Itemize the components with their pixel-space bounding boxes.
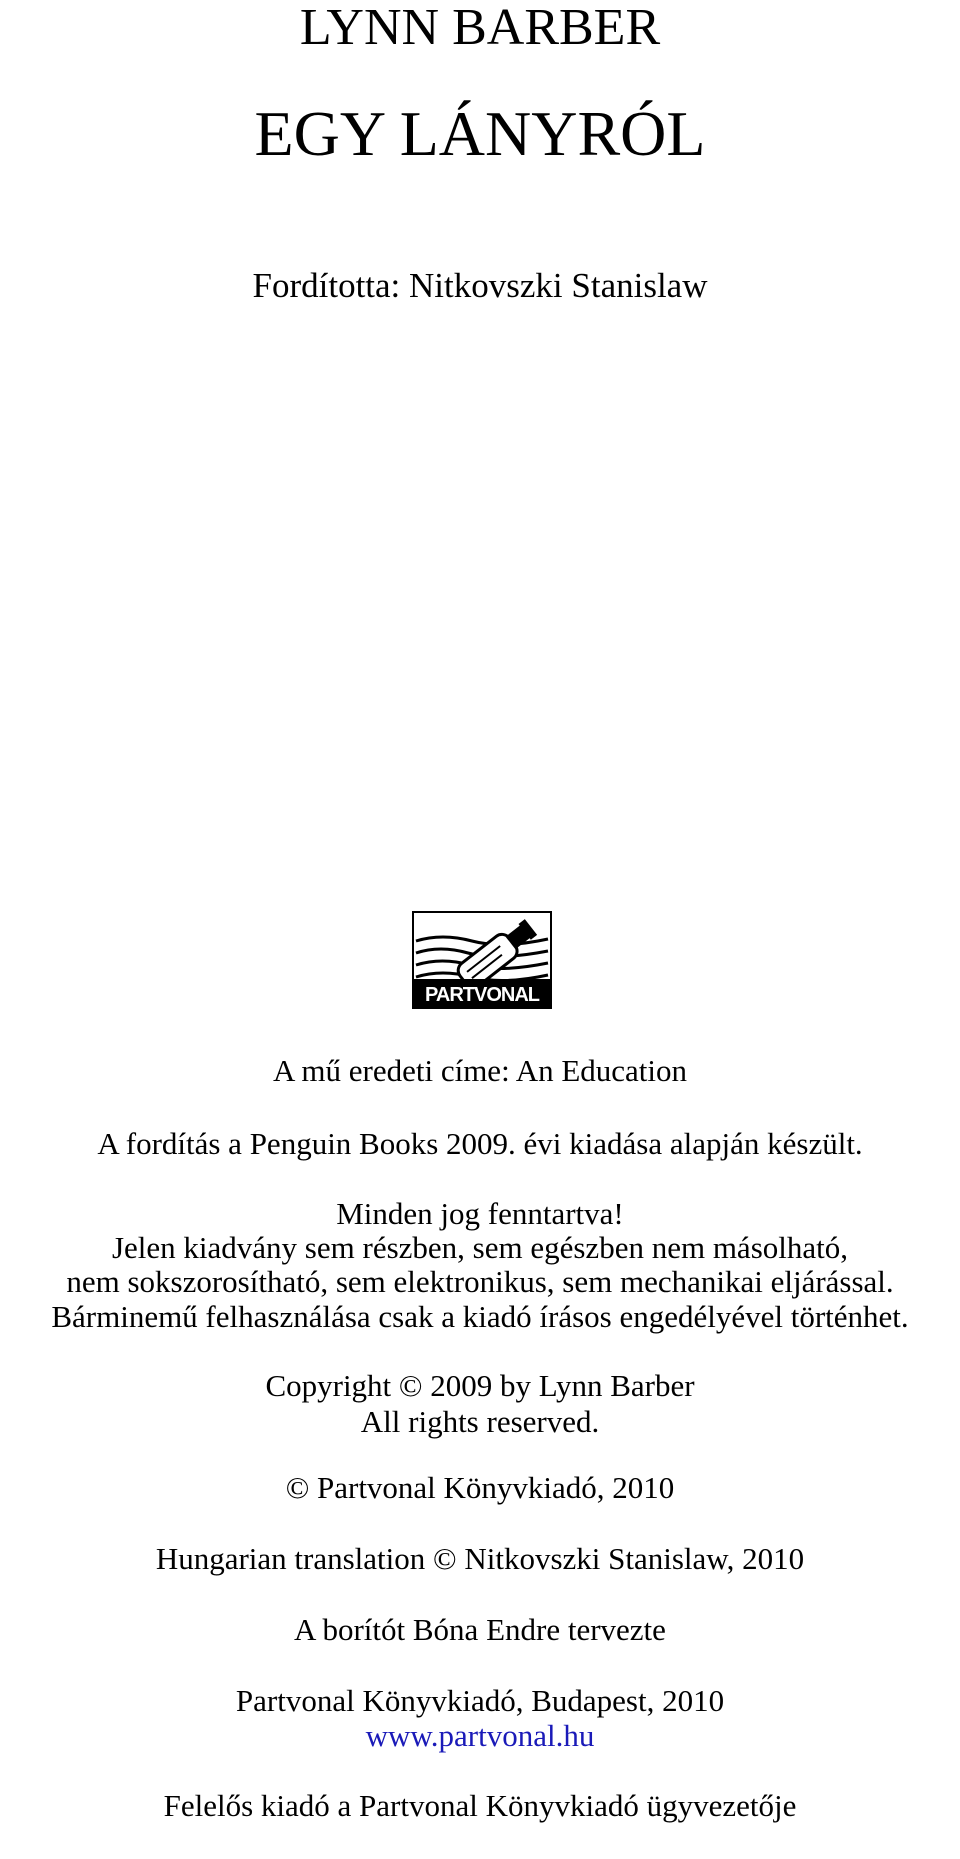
website-link[interactable]: www.partvonal.hu	[365, 1718, 595, 1753]
publisher-logo	[412, 911, 552, 1009]
responsible-publisher: Felelős kiadó a Partvonal Könyvkiadó ügyvezetője	[163, 1788, 797, 1823]
copyright-line: All rights reserved.	[360, 1404, 600, 1439]
copyright-line: © Partvonal Könyvkiadó, 2010	[285, 1470, 675, 1505]
publisher-line: Partvonal Könyvkiadó, Budapest, 2010	[235, 1683, 725, 1718]
translator-credit: Fordította: Nitkovszki Stanislaw	[252, 266, 708, 305]
publisher-logo-text: PARTVONAL	[425, 984, 539, 1006]
rights-line: Minden jog fenntartva!	[336, 1196, 624, 1231]
book-author: LYNN BARBER	[299, 0, 661, 56]
rights-line: nem sokszorosítható, sem elektronikus, sem mechanikai eljárással.	[66, 1264, 894, 1299]
book-title: EGY LÁNYRÓL	[254, 98, 706, 169]
translation-basis: A fordítás a Penguin Books 2009. évi kiadása alapján készült.	[97, 1126, 863, 1161]
copyright-line: Hungarian translation © Nitkovszki Stanislaw, 2010	[155, 1541, 805, 1576]
rights-line: Bárminemű felhasználása csak a kiadó írásos engedélyével történhet.	[51, 1299, 909, 1334]
website-line	[0, 1720, 960, 1751]
rights-line: Jelen kiadvány sem részben, sem egészben nem másolható,	[111, 1230, 848, 1265]
original-title: A mű eredeti címe: An Education	[272, 1053, 688, 1088]
cover-design-credit: A borítót Bóna Endre tervezte	[294, 1612, 666, 1647]
copyright-line: Copyright © 2009 by Lynn Barber	[265, 1368, 695, 1403]
